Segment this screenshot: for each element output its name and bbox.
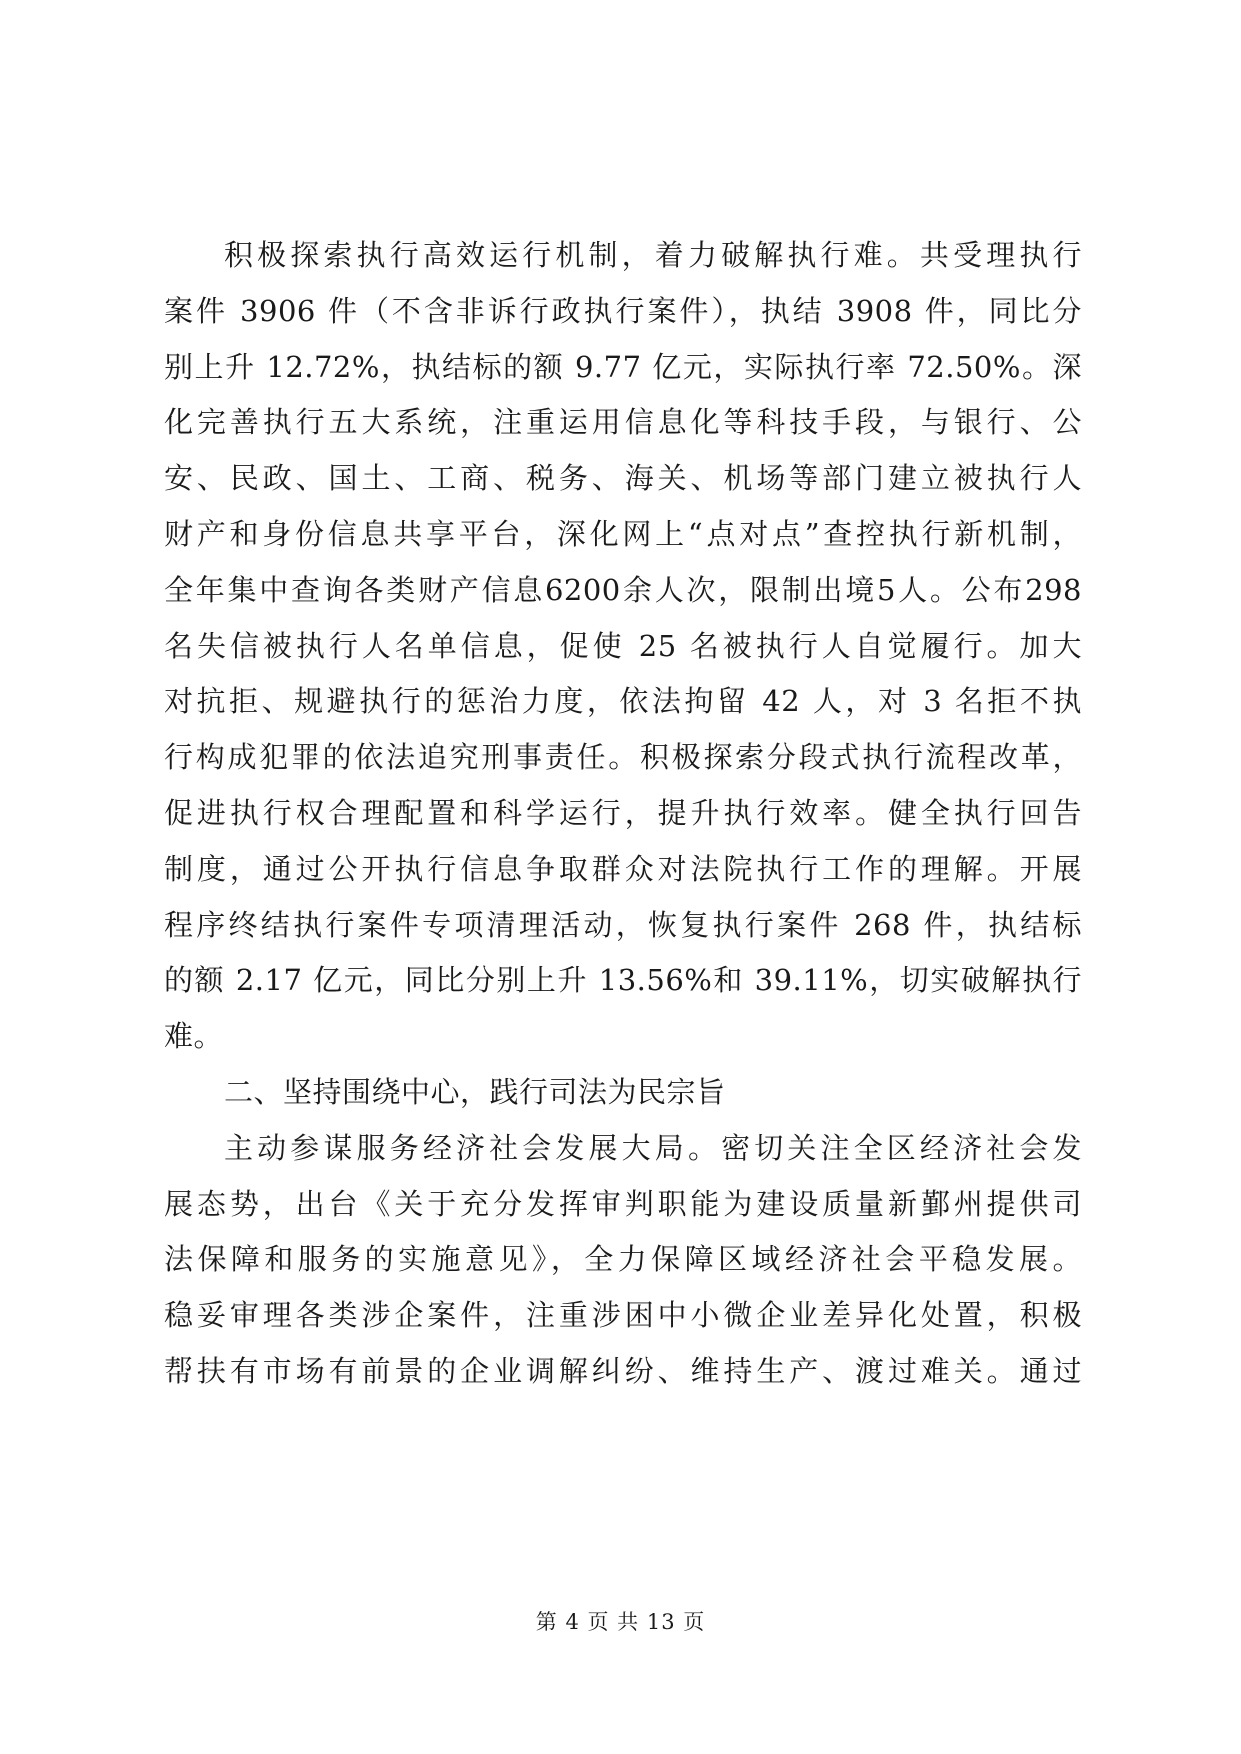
text-line: 积极探索执行高效运行机制，着力破解执行难。共受理执行: [224, 238, 1082, 272]
text-line: 促进执行权合理配置和科学运行，提升执行效率。健全执行回告: [164, 795, 1082, 830]
paragraph-enforcement: [164, 228, 1082, 1065]
text-line: 主动参谋服务经济社会发展大局。密切关注全区经济社会发: [224, 1130, 1082, 1165]
text-line: 展态势，出台《关于充分发挥审判职能为建设质量新鄞州提供司: [164, 1186, 1082, 1221]
document-body: [164, 228, 1082, 1400]
text-line: 安、民政、国土、工商、税务、海关、机场等部门建立被执行人: [164, 461, 1082, 496]
text-line: 稳妥审理各类涉企案件，注重涉困中小微企业差异化处置，积极: [164, 1298, 1082, 1333]
text-line: 程序终结执行案件专项清理活动，恢复执行案件 268 件，执结标: [164, 907, 1082, 942]
paragraph-service: [164, 1121, 1082, 1400]
text-line: 名失信被执行人名单信息，促使 25 名被执行人自觉履行。加大: [164, 628, 1082, 663]
text-line: 对抗拒、规避执行的惩治力度，依法拘留 42 人，对 3 名拒不执: [164, 684, 1082, 719]
page-number: 第 4 页 共 13 页: [535, 1610, 706, 1634]
text-line: 别上升 12.72%，执结标的额 9.77 亿元，实际执行率 72.50%。深: [164, 349, 1082, 384]
text-line: 化完善执行五大系统，注重运用信息化等科技手段，与银行、公: [164, 405, 1082, 440]
text-line: 全年集中查询各类财产信息6200余人次，限制出境5人。公布298: [164, 572, 1082, 607]
text-line: 财产和身份信息共享平台，深化网上“点对点”查控执行新机制，: [164, 516, 1082, 551]
text-line: 案件 3906 件（不含非诉行政执行案件），执结 3908 件，同比分: [164, 293, 1082, 328]
text-line: 法保障和服务的实施意见》，全力保障区域经济社会平稳发展。: [164, 1242, 1082, 1277]
section-heading: 二、坚持围绕中心，践行司法为民宗旨: [224, 1074, 726, 1109]
text-line: 难。: [164, 1019, 224, 1054]
text-line: 帮扶有市场有前景的企业调解纠纷、维持生产、渡过难关。通过: [164, 1353, 1082, 1388]
text-line: 制度，通过公开执行信息争取群众对法院执行工作的理解。开展: [164, 851, 1082, 886]
text-line: 的额 2.17 亿元，同比分别上升 13.56%和 39.11%，切实破解执行: [164, 963, 1082, 998]
text-line: 行构成犯罪的依法追究刑事责任。积极探索分段式执行流程改革，: [164, 740, 1082, 775]
